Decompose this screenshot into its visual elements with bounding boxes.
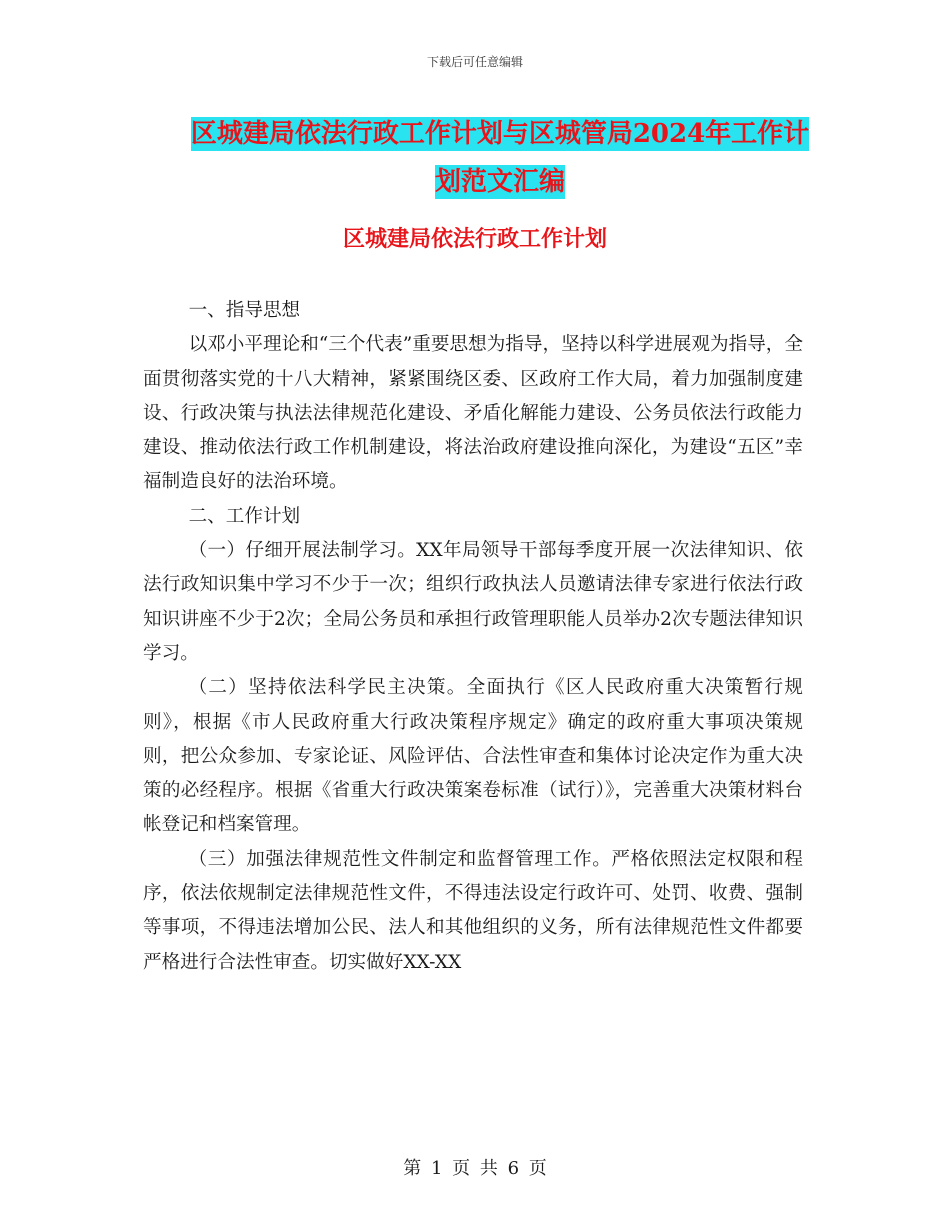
heading-work-plan: 二、工作计划 [188,505,301,527]
paragraph-legal-study: （一）仔细开展法制学习。XX年局领导干部每季度开展一次法律知识、依法行政知识集中学习不少于一次；组织行政执法人员邀请法律专家进行依法行政知识讲座不少于2次；全局公务员和承担行政管理职能人员举办2次专题法律知识学习。 [143,540,803,664]
document-title-line2: 划范文汇编 [434,167,565,197]
document-title [140,110,860,206]
document-body [143,294,803,980]
header-note: 下载后可任意编辑 [426,55,523,69]
page-number: 第 1 页 共 6 页 [403,1158,547,1179]
paragraph-decision-making: （二）坚持依法科学民主决策。全面执行《区人民政府重大决策暂行规则》，根据《市人民政府重大行政决策程序规定》确定的政府重大事项决策规则，把公众参加、专家论证、风险评估、合法性审查和集体讨论决定作为重大决策的必经程序。根据《省重大行政决策案卷标准（试行）》，完善重大决策材料台帐登记和档案管理。 [143,677,803,836]
paragraph-normative-documents: （三）加强法律规范性文件制定和监督管理工作。严格依照法定权限和程序，依法依规制定法律规范性文件，不得违法设定行政许可、处罚、收费、强制等事项，不得违法增加公民、法人和其他组织的义务，所有法律规范性文件都要严格进行合法性审查。切实做好XX-XX [143,848,803,973]
paragraph-guiding-ideology: 以邓小平理论和“三个代表”重要思想为指导，坚持以科学进展观为指导，全面贯彻落实党的十八大精神，紧紧围绕区委、区政府工作大局，着力加强制度建设、行政决策与执法法律规范化建设、矛盾化解能力建设、公务员依法行政能力建设、推动依法行政工作机制建设，将法治政府建设推向深化，为建设“五区”幸福制造良好的法治环境。 [143,334,803,493]
heading-guiding-ideology: 一、指导思想 [188,300,301,321]
section-title: 区城建局依法行政工作计划 [342,226,607,252]
document-title-line1: 区城建局依法行政工作计划与区城管局2024年工作计 [190,119,810,149]
